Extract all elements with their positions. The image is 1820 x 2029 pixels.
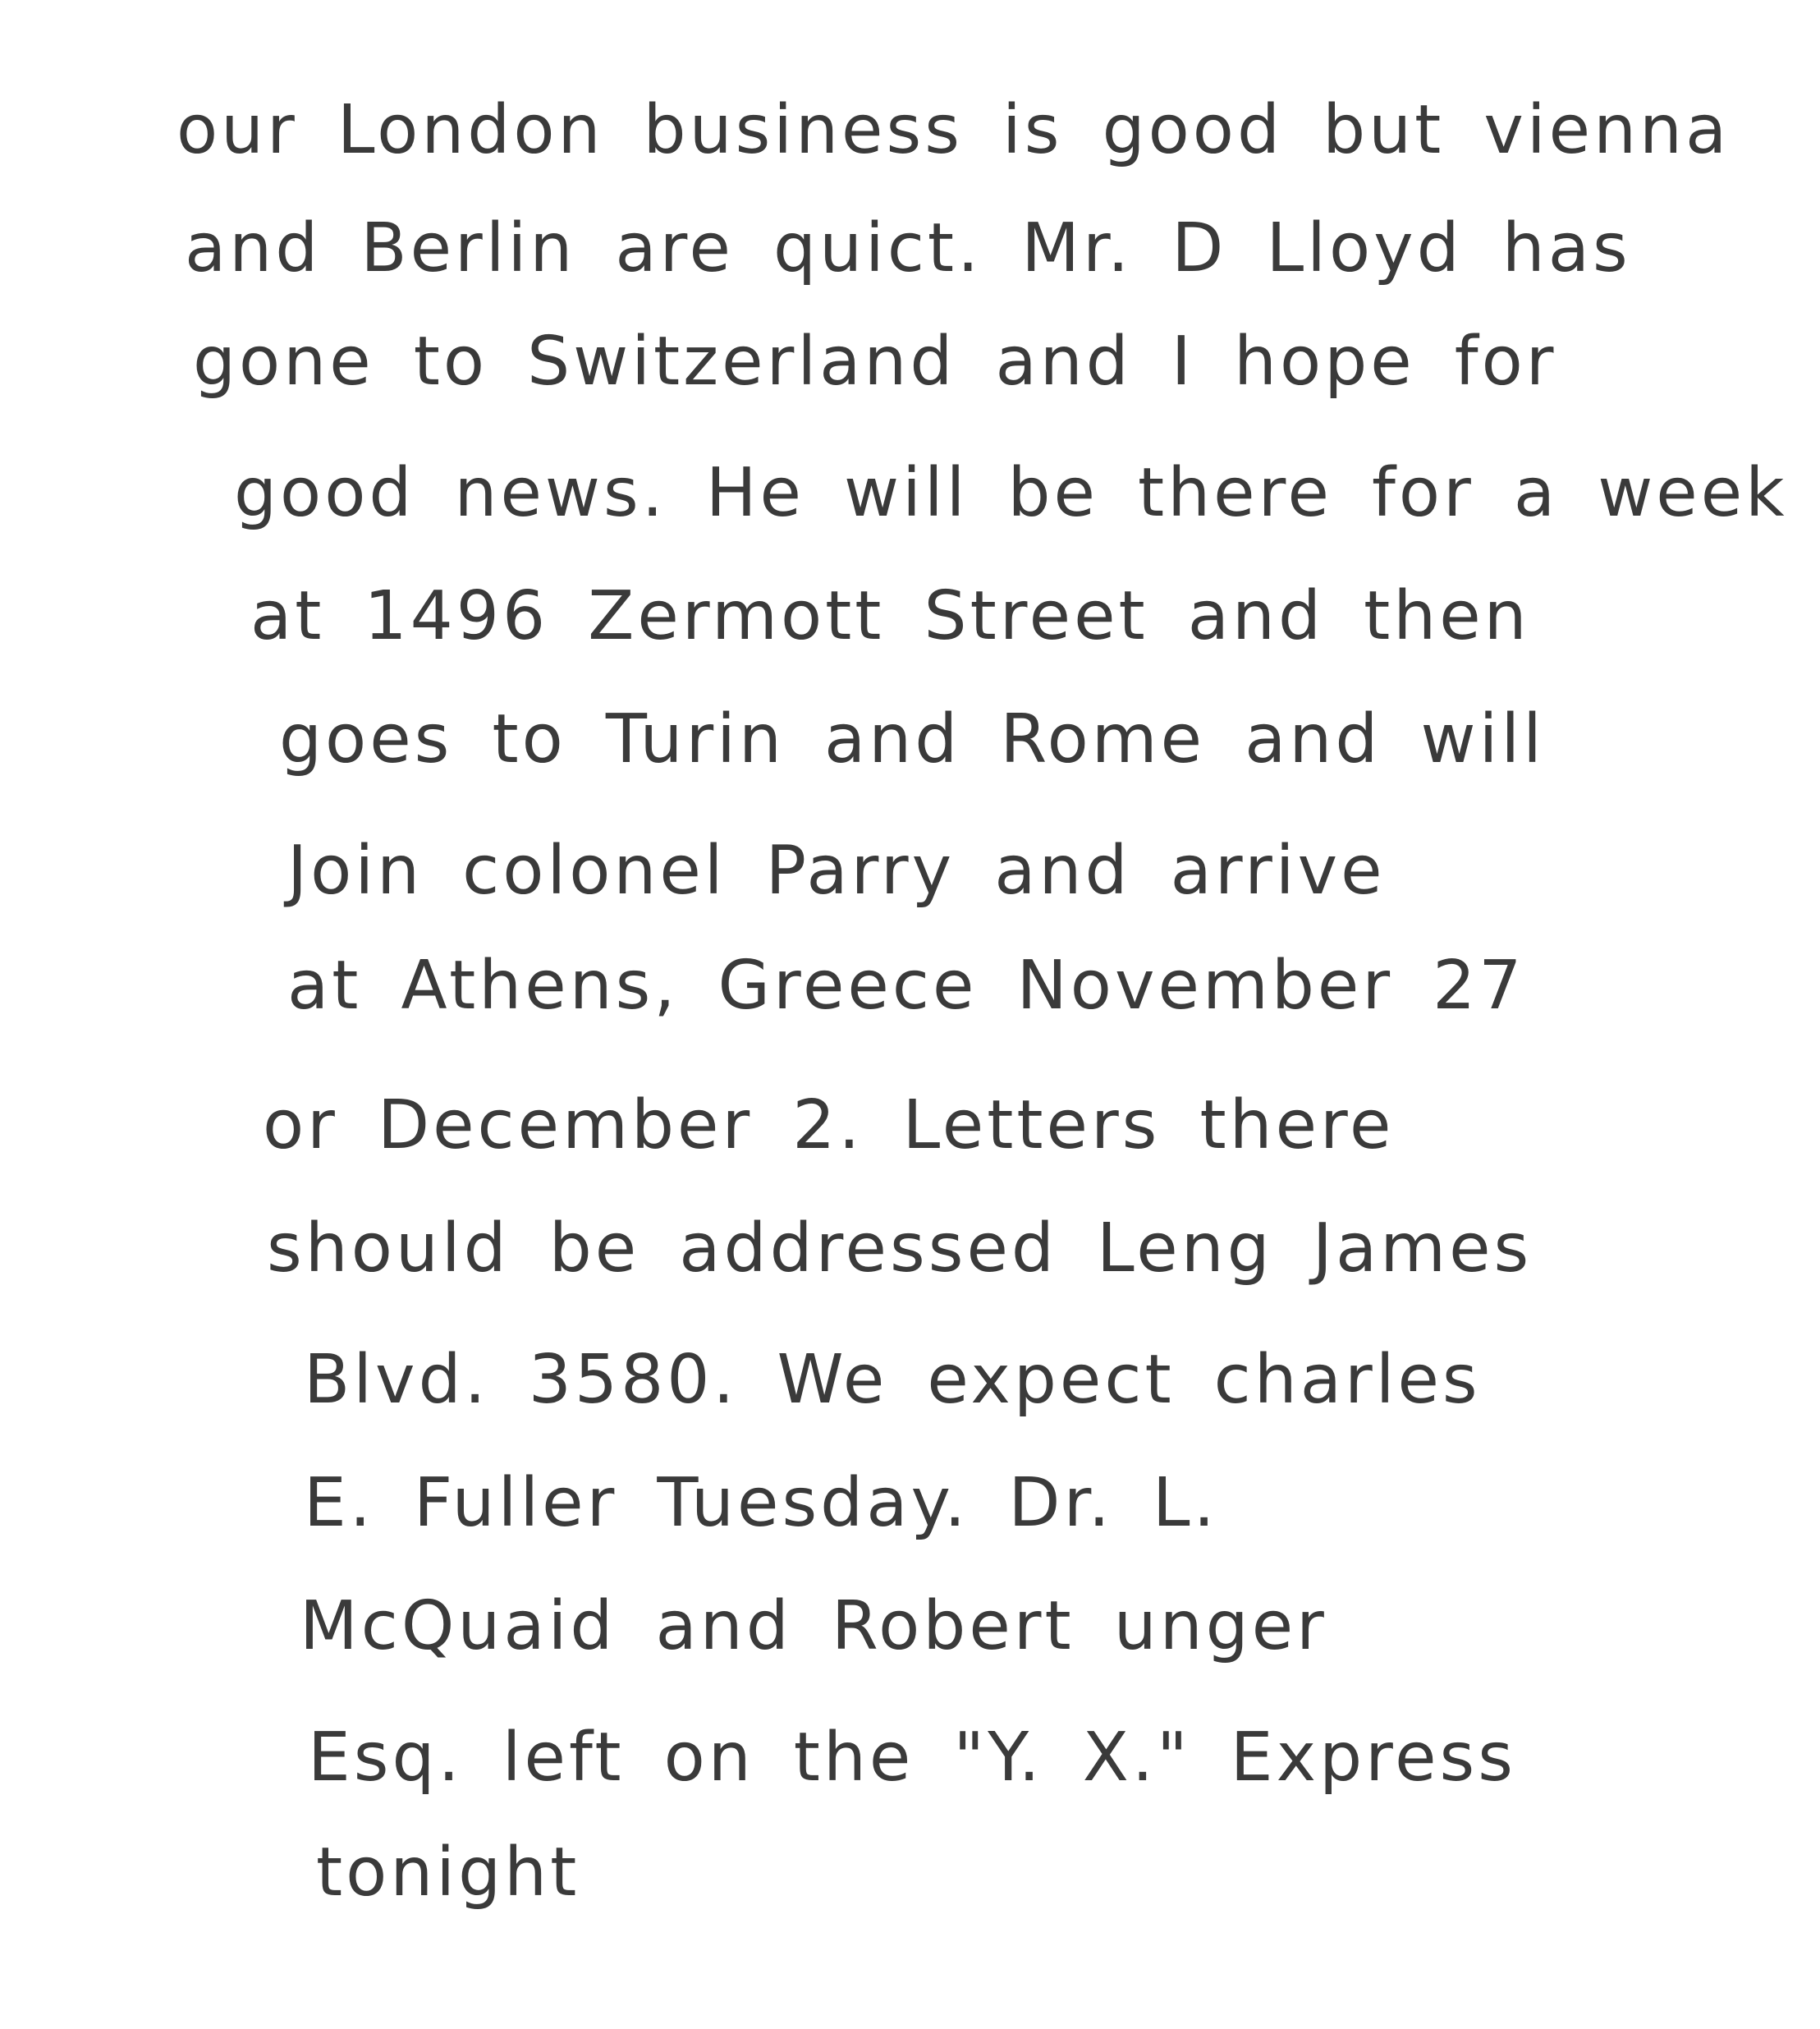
handwritten-line: our London business is good but vienna: [176, 91, 1731, 169]
handwritten-line: at 1496 Zermott Street and then: [250, 577, 1530, 655]
handwritten-line: goes to Turin and Rome and will: [279, 700, 1545, 778]
handwritten-line: McQuaid and Robert unger: [300, 1587, 1327, 1665]
handwritten-line: and Berlin are quict. Mr. D Lloyd has: [185, 209, 1631, 287]
handwritten-line: or December 2. Letters there: [263, 1086, 1395, 1164]
handwritten-line: should be addressed Leng James: [267, 1210, 1533, 1288]
handwritten-line: Blvd. 3580. We expect charles: [304, 1341, 1481, 1419]
handwritten-line: good news. He will be there for a week: [234, 454, 1788, 532]
handwritten-line: gone to Switzerland and I hope for: [193, 323, 1557, 401]
handwritten-line: Esq. left on the "Y. X." Express: [308, 1719, 1516, 1797]
handwritten-line: tonight: [316, 1834, 580, 1912]
handwritten-line: E. Fuller Tuesday. Dr. L.: [304, 1464, 1218, 1542]
handwritten-line: Join colonel Parry and arrive: [287, 832, 1386, 910]
handwritten-line: at Athens, Greece November 27: [287, 947, 1525, 1025]
